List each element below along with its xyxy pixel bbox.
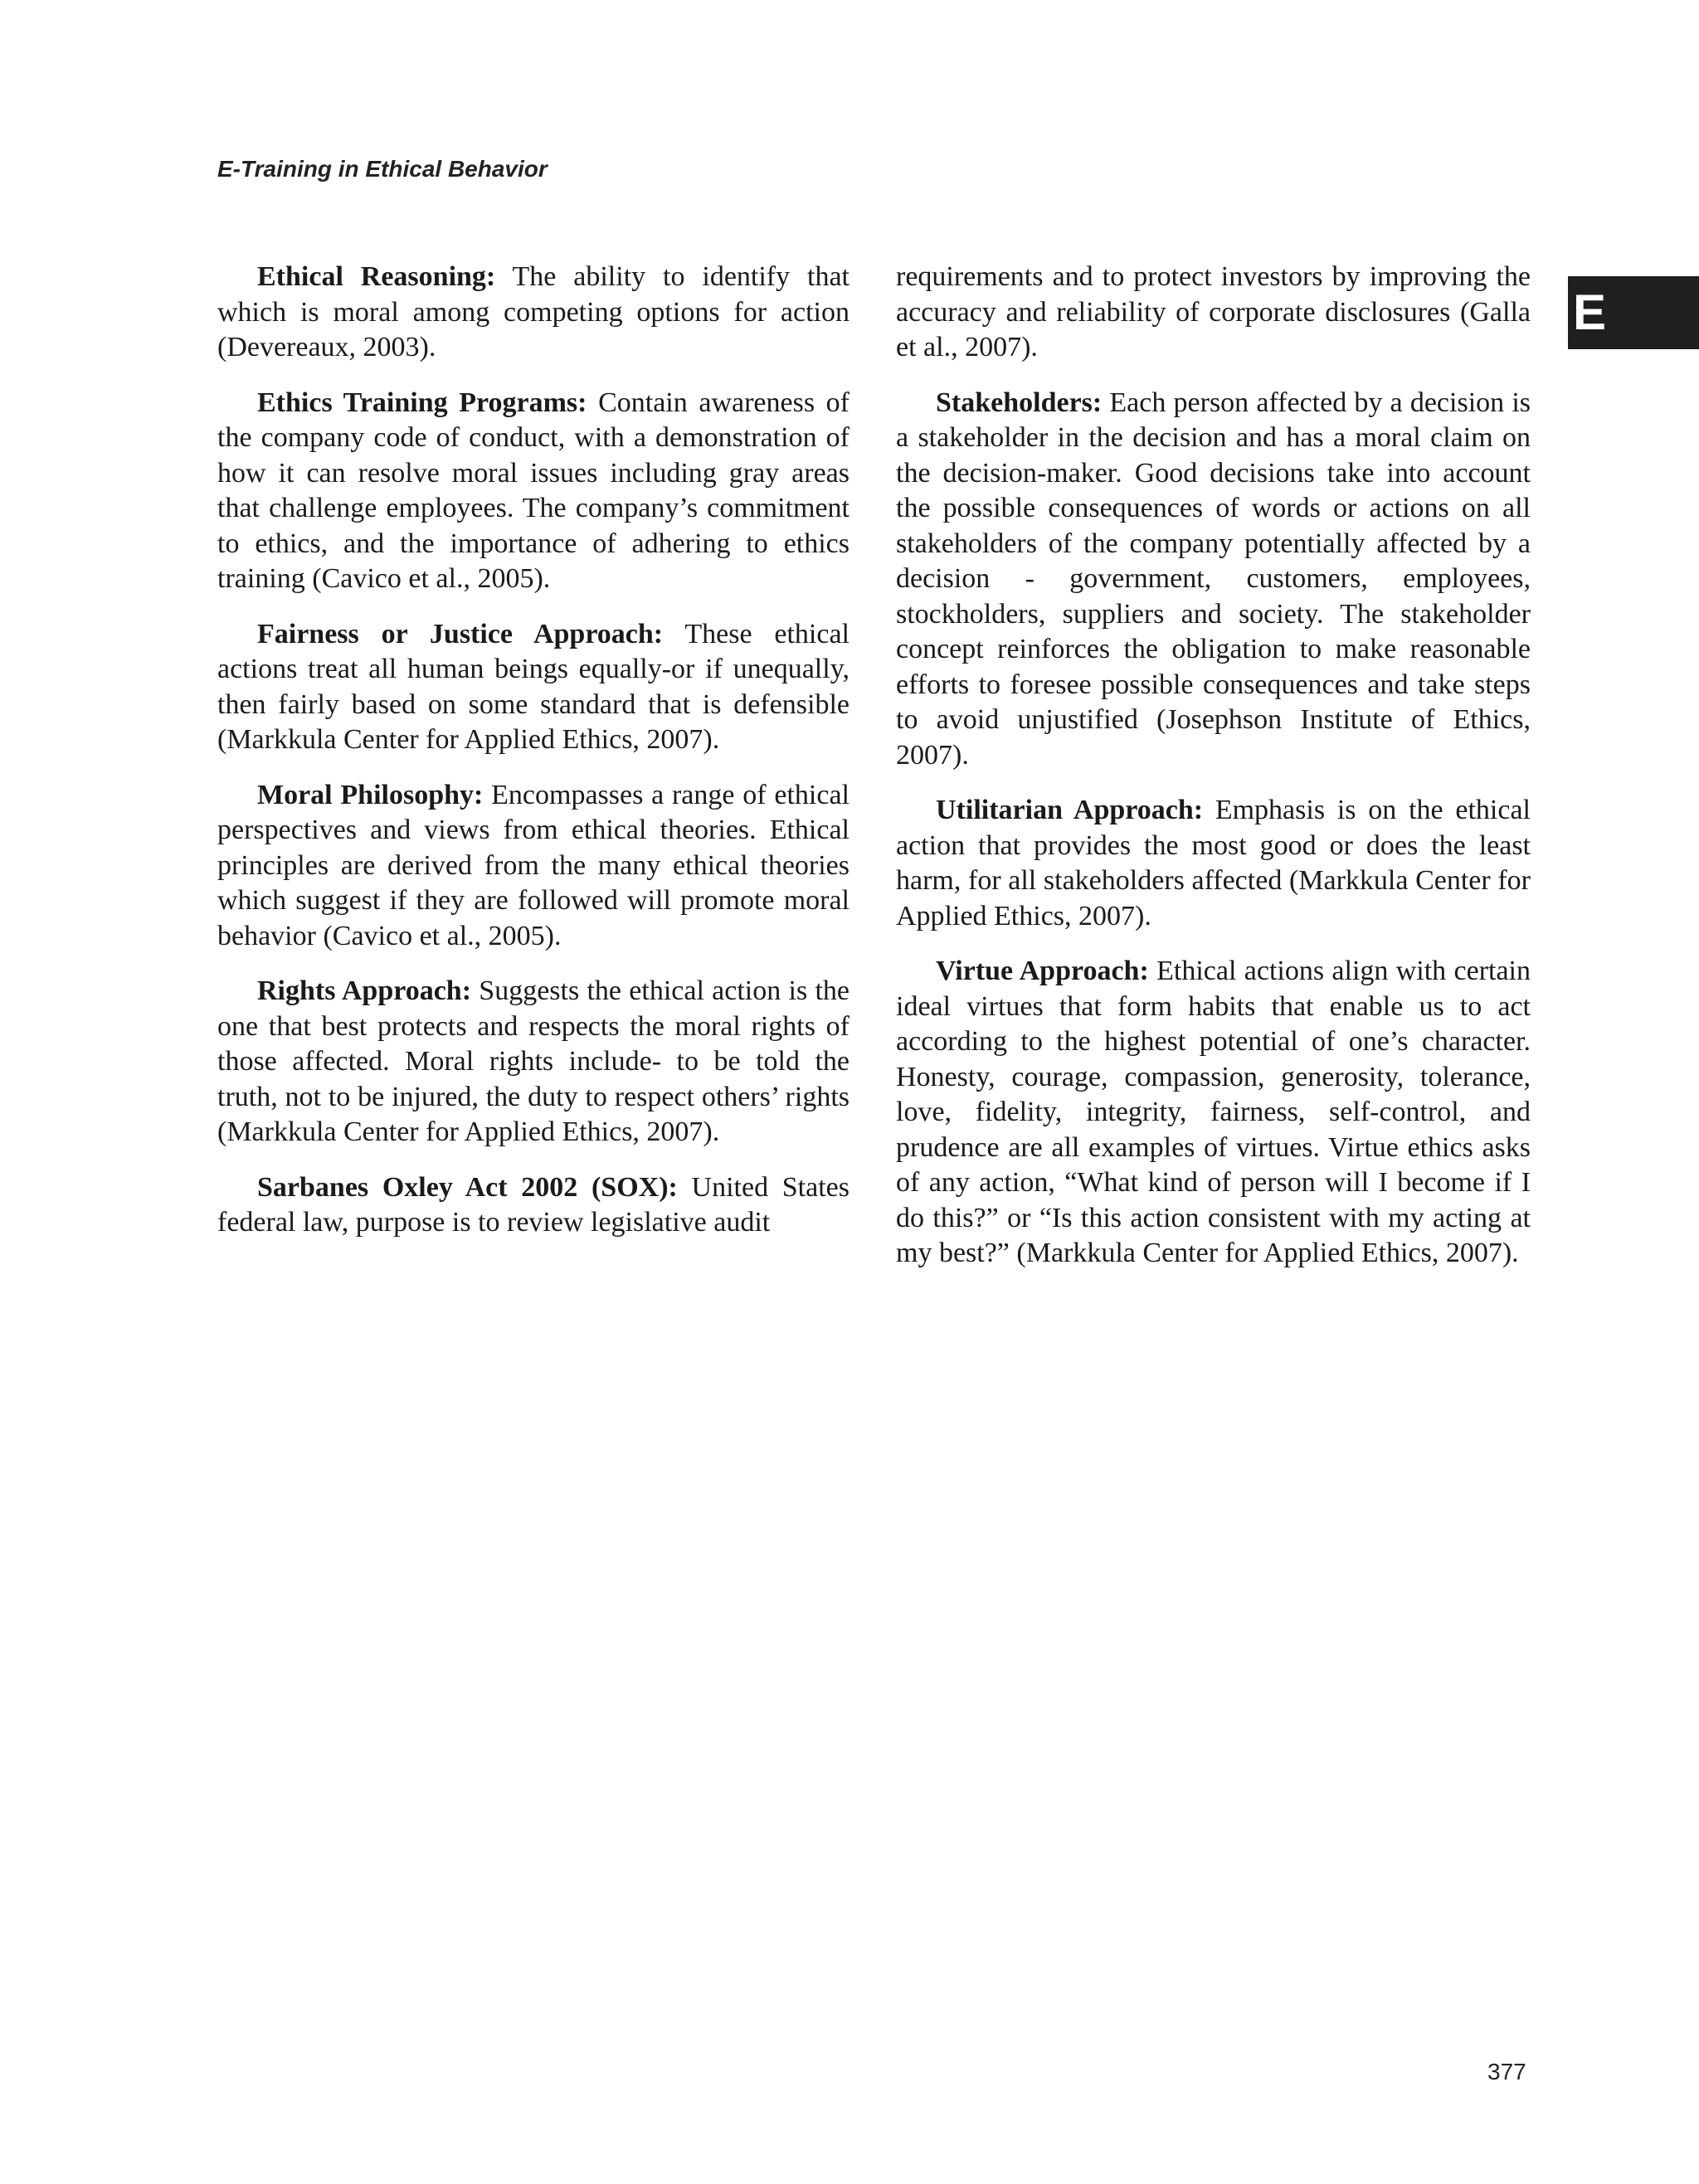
glossary-entry-stakeholders xyxy=(896,386,1531,774)
section-thumb-tab xyxy=(1568,276,1699,349)
glossary-entry-continuation: requirements and to protect investors by improving the accuracy and reliability of corporate disclosures (Galla et al., 2007). xyxy=(896,261,1531,362)
glossary-entry-ethical-reasoning xyxy=(217,260,850,366)
glossary-term: Rights Approach: xyxy=(257,975,472,1006)
glossary-definition: Contain awareness of the company code of conduct, with a demonstration of how it can resolve moral issues including gray areas that challenge employees. The company’s commitment to ethics, and the importance of adhering to ethics training (Cavico et al., 2005). xyxy=(217,387,850,594)
left-column xyxy=(217,260,850,1261)
glossary-entry-utilitarian-approach xyxy=(896,793,1531,934)
glossary-definition: The ability to identify that which is moral among competing options for action (Devereaux, 2003). xyxy=(217,261,850,362)
glossary-entry-ethics-training-programs xyxy=(217,386,850,597)
right-column xyxy=(896,260,1531,1291)
glossary-definition: Emphasis is on the ethical action that provides the most good or does the least harm, for all stakeholders affected (Markkula Center for Applied Ethics, 2007). xyxy=(896,795,1531,931)
glossary-term: Utilitarian Approach: xyxy=(936,795,1204,825)
glossary-definition: Encompasses a range of ethical perspectives and views from ethical theories. Ethical principles are derived from the many ethical theories which suggest if they are followed will promote moral behavior (Cavico et al., 2005). xyxy=(217,779,850,951)
thumb-tab-letter: E xyxy=(1572,285,1607,340)
glossary-entry-moral-philosophy xyxy=(217,778,850,955)
glossary-entry-sarbanes-oxley-act xyxy=(217,1170,850,1241)
glossary-term: Ethics Training Programs: xyxy=(257,387,587,418)
glossary-entry-fairness-or-justice-approach xyxy=(217,617,850,758)
glossary-term: Sarbanes Oxley Act 2002 (SOX): xyxy=(257,1171,678,1203)
glossary-term: Stakeholders: xyxy=(936,387,1103,418)
glossary-definition: Ethical actions align with certain ideal virtues that form habits that enable us to act according to the highest potential of one’s character. Honesty, courage, compassion, generosity, tolerance, love, fidelity, integrity, fairness, self-control, and prudence are all examples of virtues. Virtue ethics asks of any action, “What kind of person will I become if I do this?” or “Is this action consistent with my acting at my best?” (Markkula Center for Applied Ethics, 2007). xyxy=(896,956,1531,1268)
glossary-term: Ethical Reasoning: xyxy=(257,261,496,292)
glossary-definition: Each person affected by a decision is a stakeholder in the decision and has a moral claim on the decision-maker. Good decisions take into account the possible consequences of words or actions on all stakeholders of the company potentially affected by a decision - government, customers, employees, stockholders, suppliers and society. The stakeholder concept reinforces the obligation to make reasonable efforts to foresee possible consequences and take steps to avoid unjustified (Josephson Institute of Ethics, 2007). xyxy=(896,387,1531,771)
glossary-term: Virtue Approach: xyxy=(936,956,1149,986)
glossary-entry-rights-approach xyxy=(217,974,850,1150)
glossary-definition: United States federal law, purpose is to review legislative audit xyxy=(217,1171,850,1238)
glossary-entry-virtue-approach xyxy=(896,954,1531,1272)
glossary-definition: These ethical actions treat all human beings equally-or if unequally, then fairly based on some standard that is defensible (Markkula Center for Applied Ethics, 2007). xyxy=(217,618,850,755)
page-number: 377 xyxy=(1487,2059,1526,2084)
glossary-definition: Suggests the ethical action is the one that best protects and respects the moral rights of those affected. Moral rights include- to be told the truth, not to be injured, the duty to respect others’ rights (Markkula Center for Applied Ethics, 2007). xyxy=(217,975,850,1147)
running-header: E-Training in Ethical Behavior xyxy=(217,156,548,182)
glossary-term: Fairness or Justice Approach: xyxy=(257,618,664,649)
glossary-term: Moral Philosophy: xyxy=(257,779,484,810)
